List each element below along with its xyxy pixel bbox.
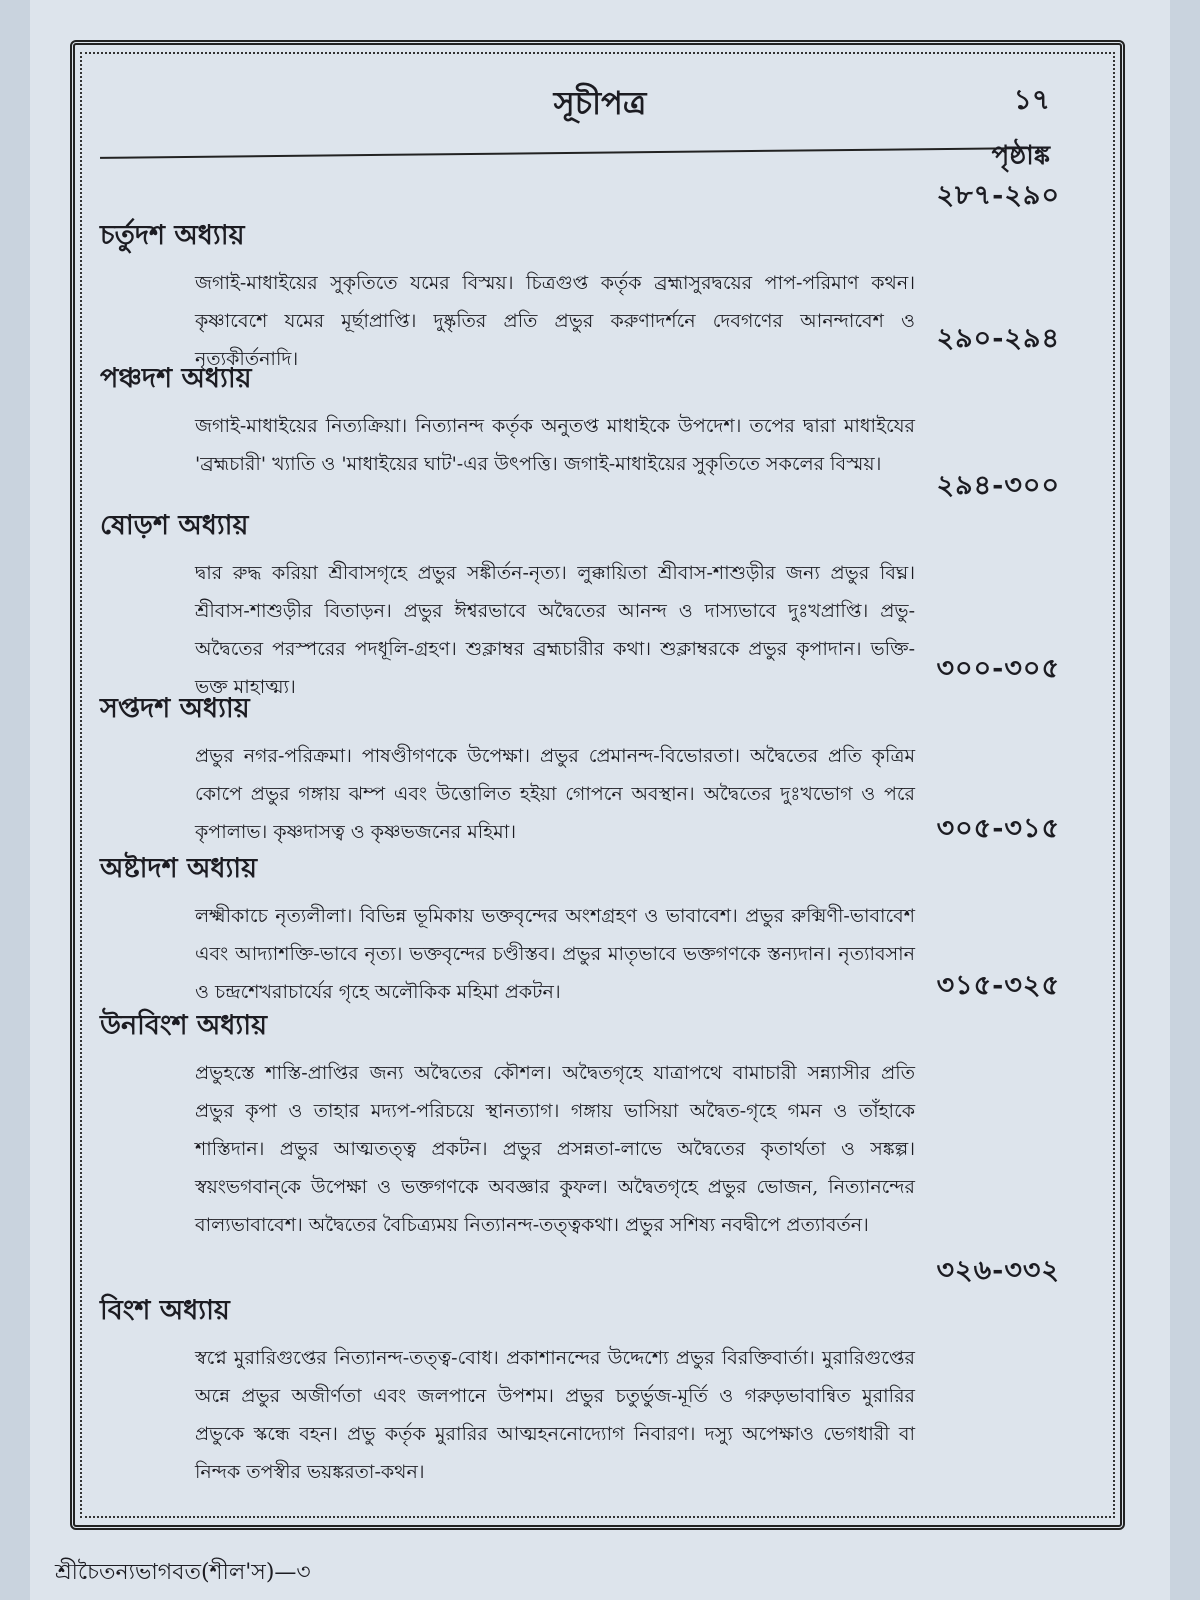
chapter-title: চর্তুদশ অধ্যায়	[100, 220, 245, 251]
chapter-title: উনবিংশ অধ্যায়	[100, 1010, 267, 1041]
chapter-page-range: ২৮৭-২৯০	[936, 180, 1060, 211]
chapter-title: সপ্তদশ অধ্যায়	[100, 693, 250, 724]
book-footer: শ্রীচৈতন্যভাগবত(শীল'স)—৩	[55, 1560, 311, 1585]
chapter-page-range: ২৯০-২৯৪	[936, 323, 1060, 354]
chapter-title: পঞ্চদশ অধ্যায়	[100, 363, 252, 394]
chapter-title: বিংশ অধ্যায়	[100, 1295, 230, 1326]
chapter-title: ষোড়শ অধ্যায়	[100, 510, 249, 541]
chapter-entry	[100, 180, 1060, 378]
chapter-entry	[100, 970, 1060, 1244]
chapter-summary: জগাই-মাধাইয়ের সুকৃতিতে যমের বিস্ময়। চিত্রগুপ্ত কর্তৃক ব্রহ্মাসুরদ্বয়ের পাপ-পরিমাণ কথন। কৃষ্ণাবেশে যমের মূর্ছাপ্রাপ্তি। দুষ্কৃতির প্রতি প্রভুর করুণাদর্শনে দেবগণের আনন্দাবেশ ও নৃত্যকীর্তনাদি।	[195, 272, 915, 370]
chapter-entry	[100, 470, 1060, 706]
chapter-summary: প্রভুহস্তে শাস্তি-প্রাপ্তির জন্য অদ্বৈতের কৌশল। অদ্বৈতগৃহে যাত্রাপথে বামাচারী সন্ন্যাসীর প্রতি প্রভুর কৃপা ও তাহার মদ্যপ-পরিচয়ে স্থানত্যাগ। গঙ্গায় ভাসিয়া অদ্বৈত-গৃহে গমন ও তাঁহাকে শাস্তিদান। প্রভুর আত্মতত্ত্ব প্রকটন। প্রভুর প্রসন্নতা-লাভে অদ্বৈতের কৃতার্থতা ও সঙ্কল্প। স্বয়ংভগবান্‌কে উপেক্ষা ও ভক্তগণকে অবজ্ঞার কুফল। অদ্বৈতগৃহে প্রভুর ভোজন, নিত্যানন্দের বাল্যভাবাবেশ। অদ্বৈতের বৈচিত্র্যময় নিত্যানন্দ-তত্ত্বকথা। প্রভুর সশিষ্য নবদ্বীপে প্রত্যাবর্তন।	[195, 1062, 915, 1236]
chapter-summary: স্বপ্নে মুরারিগুপ্তের নিত্যানন্দ-তত্ত্ব-বোধ। প্রকাশানন্দের উদ্দেশ্যে প্রভুর বিরক্তিবার্তা। মুরারিগুপ্তের অন্নে প্রভুর অজীর্ণতা এবং জলপানে উপশম। প্রভুর চতুর্ভুজ-মূর্তি ও গরুড়ভাবান্বিত মুরারির প্রভুকে স্কন্ধে বহন। প্রভু কর্তৃক মুরারির আত্মহননোদ্যোগ নিবারণ। দস্যু অপেক্ষাও ভেগধারী বা নিন্দক তপস্বীর ভয়ঙ্করতা-কথন।	[195, 1347, 915, 1483]
chapter-page-range: ৩০৫-৩১৫	[936, 813, 1060, 844]
page-number: ১৭	[1013, 83, 1050, 116]
chapter-page-range: ২৯৪-৩০০	[936, 470, 1060, 501]
chapter-entry	[100, 813, 1060, 1011]
chapter-title: অষ্টাদশ অধ্যায়	[100, 853, 258, 884]
page-title: সূচীপত্র	[553, 84, 647, 122]
chapter-page-range: ৩১৫-৩২৫	[936, 970, 1060, 1001]
chapter-entry	[100, 323, 1060, 483]
chapter-page-range: ৩০০-৩০৫	[936, 653, 1060, 684]
chapter-summary: দ্বার রুদ্ধ করিয়া শ্রীবাসগৃহে প্রভুর সঙ্কীর্তন-নৃত্য। লুক্কায়িতা শ্রীবাস-শাশুড়ীর জন্য প্রভুর বিঘ্ন। শ্রীবাস-শাশুড়ীর বিতাড়ন। প্রভুর ঈশ্বরভাবে অদ্বৈতের আনন্দ ও দাস্যভাবে দুঃখপ্রাপ্তি। প্রভু-অদ্বৈতের পরস্পরের পদধূলি-গ্রহণ। শুক্লাম্বর ব্রহ্মচারীর কথা। শুক্লাম্বরকে প্রভুর কৃপাদান। ভক্তি-ভক্ত মাহাত্ম্য।	[195, 562, 915, 698]
chapter-page-range: ৩২৬-৩৩২	[936, 1255, 1060, 1286]
chapter-summary: প্রভুর নগর-পরিক্রমা। পাষণ্ডীগণকে উপেক্ষা। প্রভুর প্রেমানন্দ-বিভোরতা। অদ্বৈতের প্রতি কৃত্রিম কোপে প্রভুর গঙ্গায় ঝম্প এবং উত্তোলিত হইয়া গোপনে অবস্থান। অদ্বৈতের দুঃখভোগ ও পরে কৃপালাভ। কৃষ্ণদাসত্ব ও কৃষ্ণভজনের মহিমা।	[195, 745, 915, 843]
page-column-label: পৃষ্ঠাঙ্ক	[991, 141, 1050, 171]
chapter-entry	[100, 653, 1060, 851]
chapter-summary: লক্ষ্মীকাচে নৃত্যলীলা। বিভিন্ন ভূমিকায় ভক্তবৃন্দের অংশগ্রহণ ও ভাবাবেশ। প্রভুর রুক্মিণী-ভাবাবেশ এবং আদ্যাশক্তি-ভাবে নৃত্য। ভক্তবৃন্দের চণ্ডীস্তব। প্রভুর মাতৃভাবে ভক্তগণকে স্তন্যদান। নৃত্যাবসান ও চন্দ্রশেখরাচার্যের গৃহে অলৌকিক মহিমা প্রকটন।	[195, 905, 915, 1003]
chapter-entry	[100, 1255, 1060, 1491]
chapter-summary: জগাই-মাধাইয়ের নিত্যক্রিয়া। নিত্যানন্দ কর্তৃক অনুতপ্ত মাধাইকে উপদেশ। তপের দ্বারা মাধাইযের 'ব্রহ্মচারী' খ্যাতি ও 'মাধাইয়ের ঘাট'-এর উৎপত্তি। জগাই-মাধাইয়ের সুকৃতিতে সকলের বিস্ময়।	[195, 415, 915, 475]
